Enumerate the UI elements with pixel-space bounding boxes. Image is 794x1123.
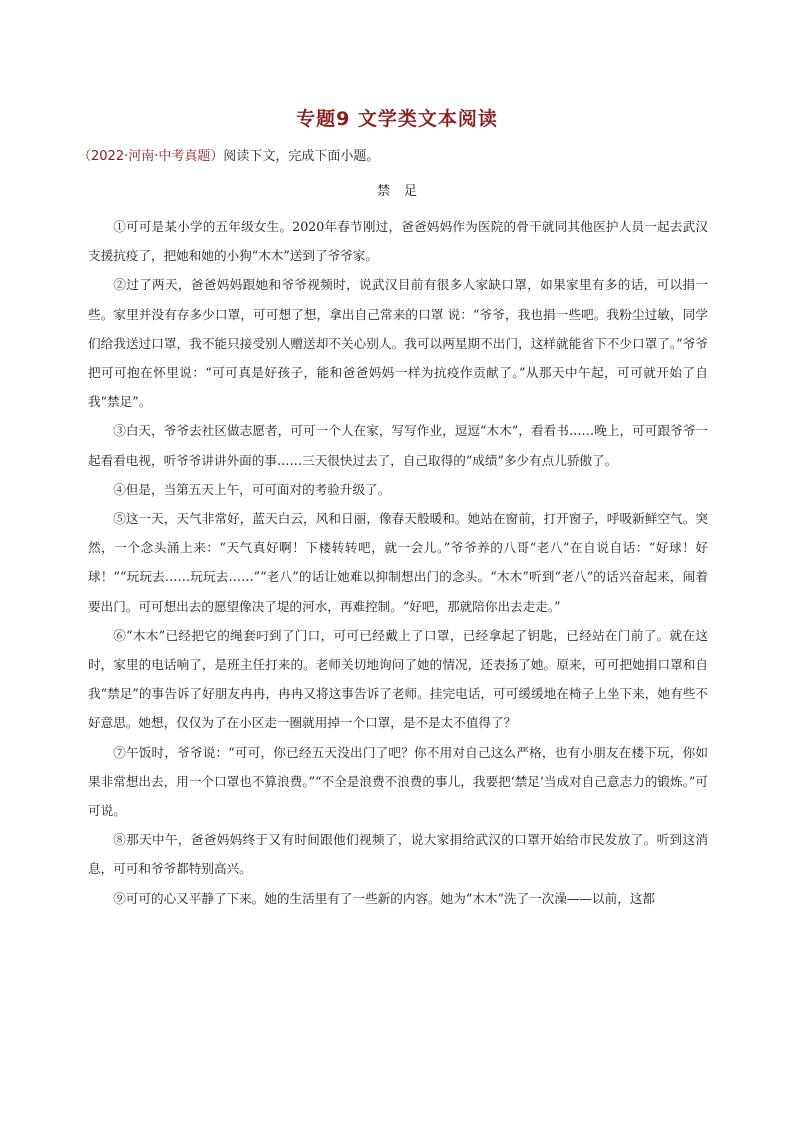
paragraph-1: ①可可是某小学的五年级女生。2020年春节刚过，爸爸妈妈作为医院的骨干就同其他医护人员一起去武汉支援抗疫了，把她和她的小狗“木木”送到了爷爷家。 xyxy=(88,219,708,264)
exam-source: （2022·河南·中考真题） xyxy=(78,149,224,164)
story-body xyxy=(88,212,708,913)
page-title: 专题9 文学类文本阅读 xyxy=(296,108,498,130)
paragraph-6: ⑥“木木”已经把它的绳套叼到了门口，可可已经戴上了口罩，已经拿起了钥匙，已经站在门前了。就在这时，家里的电话响了，是班主任打来的。老师关切地询问了她的情况，还表扬了她。原来，可可把她捐口罩和自我“禁足”的事告诉了好朋友冉冉，冉冉又将这事告诉了老师。挂完电话，可可缓缓地在椅子上坐下来，她有些不好意思。她想，仅仅为了在小区走一圈就用掉一个口罩，是不是太不值得了？ xyxy=(88,627,708,731)
paragraph-3: ③白天，爷爷去社区做志愿者，可可一个人在家，写写作业，逗逗“木木”，看看书……晚上，可可跟爷爷一起看看电视，听爷爷讲讲外面的事……三天很快过去了，自己取得的“成绩”多少有点儿骄傲了。 xyxy=(88,423,708,468)
paragraph-9: ⑨可可的心又平静了下来。她的生活里有了一些新的内容。她为“木木”洗了一次澡——以前，这都 xyxy=(113,890,656,906)
question-source-line xyxy=(78,145,718,164)
paragraph-8: ⑧那天中午，爸爸妈妈终于又有时间跟他们视频了，说大家捐给武汉的口罩开始给市民发放了。听到这消息，可可和爷爷都特别高兴。 xyxy=(88,832,708,877)
paragraph-5: ⑤这一天，天气非常好，蓝天白云，风和日丽，像春天般暖和。她站在窗前，打开窗子，呼吸新鲜空气。突然，一个念头涌上来：“天气真好啊！下楼转转吧，就一会儿。”爷爷养的八哥“老八”在自说自话：“好球！好球！”“玩玩去……玩玩去……”“老八”的话让她难以抑制想出门的念头。“木木”听到“老八”的话兴奋起来，闹着要出门。可可想出去的愿望像决了堤的河水，再难控制。“好吧，那就陪你出去走走。” xyxy=(88,511,708,614)
paragraph-2: ②过了两天，爸爸妈妈跟她和爷爷视频时，说武汉目前有很多人家缺口罩，如果家里有多的话，可以捐一些。家里并没有存多少口罩，可可想了想，拿出自己常来的口罩 说：“爷爷，我也捐一些吧。我粉尘过敏，同学们给我送过口罩，我不能只接受别人赠送却不关心别人。我可以两星期不出门，这样就能省下不少口罩了。”爷爷把可可抱在怀里说：“可可真是好孩子，能和爸爸妈妈一样为抗疫作贡献了。”从那天中午起，可可就开始了自我“禁足”。 xyxy=(88,277,708,410)
paragraph-7: ⑦午饭时，爷爷说：“可可，你已经五天没出门了吧？你不用对自己这么严格，也有小朋友在楼下玩，你如果非常想出去，用一个口罩也不算浪费。”“不全是浪费不浪费的事儿，我要把‘禁足’当成对自己意志力的锻炼。”可可说。 xyxy=(88,744,708,819)
instruction-text: 阅读下文，完成下面小题。 xyxy=(223,149,380,164)
paragraph-4: ④但是，当第五天上午，可可面对的考验升级了。 xyxy=(113,481,391,497)
story-title: 禁足 xyxy=(376,184,431,199)
